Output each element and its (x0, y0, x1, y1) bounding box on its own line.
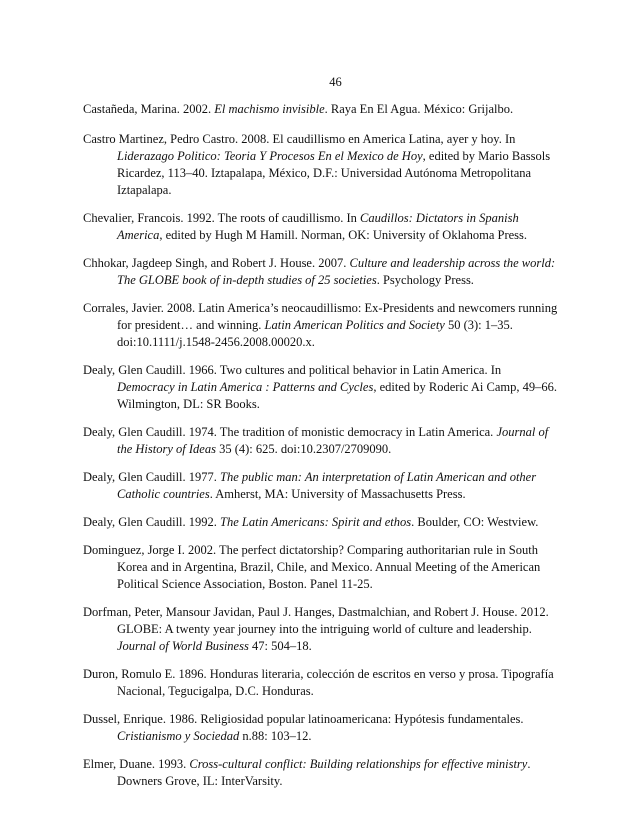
reference-title: The Latin Americans: Spirit and ethos (220, 515, 412, 529)
reference-entry (83, 542, 558, 593)
reference-title: Cross-cultural conflict: Building relationships for effective ministry (189, 757, 528, 771)
reference-text: , edited by Mario Bassols Ricardez, 113–40. Iztapalapa, México, D.F.: Universidad Autónoma Metropolitana Iztapalapa. (117, 149, 551, 197)
reference-text: Duron, Romulo E. 1896. Honduras literaria, colección de escritos en verso y prosa. Tipografía Nacional, Tegucigalpa, D.C. Honduras. (83, 667, 554, 698)
reference-title: Journal of World Business (117, 639, 249, 653)
reference-title: El machismo invisible (214, 102, 325, 116)
reference-text: Dealy, Glen Caudill. 1992. (83, 515, 221, 529)
reference-entry (83, 300, 558, 351)
reference-text: Corrales, Javier. 2008. Latin America’s neocaudillismo: Ex-Presidents and newcomers running for president… and winning. (83, 301, 558, 332)
reference-title: Journal of the History of Ideas (117, 425, 549, 456)
reference-text: Dominguez, Jorge I. 2002. The perfect dictatorship? Comparing authoritarian rule in South Korea and in Argentina, Brazil, Chile, and Mexico. Annual Meeting of the American Political Science Association, Boston. Panel 11-25. (83, 543, 541, 591)
reference-entry (83, 469, 558, 503)
reference-text: 35 (4): 625. doi:10.2307/2709090. (215, 442, 392, 456)
reference-text: , edited by Hugh M Hamill. Norman, OK: University of Oklahoma Press. (159, 228, 528, 242)
reference-entry (83, 210, 558, 244)
reference-title: The public man: An interpretation of Latin American and other Catholic countries (117, 470, 537, 501)
reference-title: Latin American Politics and Society (264, 318, 445, 332)
reference-entry (83, 666, 558, 700)
reference-text: Elmer, Duane. 1993. (83, 757, 190, 771)
reference-title: Liderazago Politico: Teoria Y Procesos En el Mexico de Hoy (117, 149, 423, 163)
reference-entry (83, 424, 558, 458)
reference-text: . Psychology Press. (376, 273, 474, 287)
reference-text: Chevalier, Francois. 1992. The roots of caudillismo. In (83, 211, 360, 225)
reference-text: Castro Martinez, Pedro Castro. 2008. El caudillismo en America Latina, ayer y hoy. In (83, 132, 516, 146)
reference-text: Castañeda, Marina. 2002. (83, 102, 215, 116)
reference-text: n.88: 103–12. (239, 729, 312, 743)
reference-text: 50 (3): 1–35. doi:10.1111/j.1548-2456.2008.00020.x. (117, 318, 513, 349)
reference-text: Dealy, Glen Caudill. 1974. The tradition of monistic democracy in Latin America. (83, 425, 497, 439)
reference-text: . Boulder, CO: Westview. (411, 515, 539, 529)
reference-entry (83, 131, 558, 199)
reference-text: Dussel, Enrique. 1986. Religiosidad popular latinoamericana: Hypótesis fundamentales. (83, 712, 524, 726)
reference-entry (83, 756, 558, 790)
reference-text: . Downers Grove, IL: InterVarsity. (117, 757, 531, 788)
reference-text: 47: 504–18. (248, 639, 312, 653)
reference-title: Democracy in Latin America : Patterns and Cycles (117, 380, 374, 394)
reference-text: , edited by Roderic Ai Camp, 49–66. Wilmington, DL: SR Books. (117, 380, 557, 411)
reference-text: Dealy, Glen Caudill. 1977. (83, 470, 221, 484)
reference-title: Cristianismo y Sociedad (117, 729, 240, 743)
reference-text: Chhokar, Jagdeep Singh, and Robert J. House. 2007. (83, 256, 350, 270)
reference-text: Dealy, Glen Caudill. 1966. Two cultures and political behavior in Latin America. In (83, 363, 502, 377)
reference-entry (83, 101, 558, 118)
reference-text: . Raya En El Agua. México: Grijalbo. (324, 102, 514, 116)
reference-entry (83, 604, 558, 655)
reference-title: Culture and leadership across the world: The GLOBE book of in-depth studies of 25 societies (117, 256, 556, 287)
reference-entry (83, 514, 558, 531)
reference-text: . Amherst, MA: University of Massachusetts Press. (209, 487, 466, 501)
reference-entry (83, 362, 558, 413)
reference-title: Caudillos: Dictators in Spanish America (117, 211, 519, 242)
reference-text: Dorfman, Peter, Mansour Javidan, Paul J. Hanges, Dastmalchian, and Robert J. House. 2012. GLOBE: A twenty year journey into the intriguing world of culture and leadership. (83, 605, 549, 636)
reference-list (83, 101, 558, 790)
reference-entry (83, 711, 558, 745)
page-number: 46 (329, 75, 342, 89)
reference-entry (83, 255, 558, 289)
